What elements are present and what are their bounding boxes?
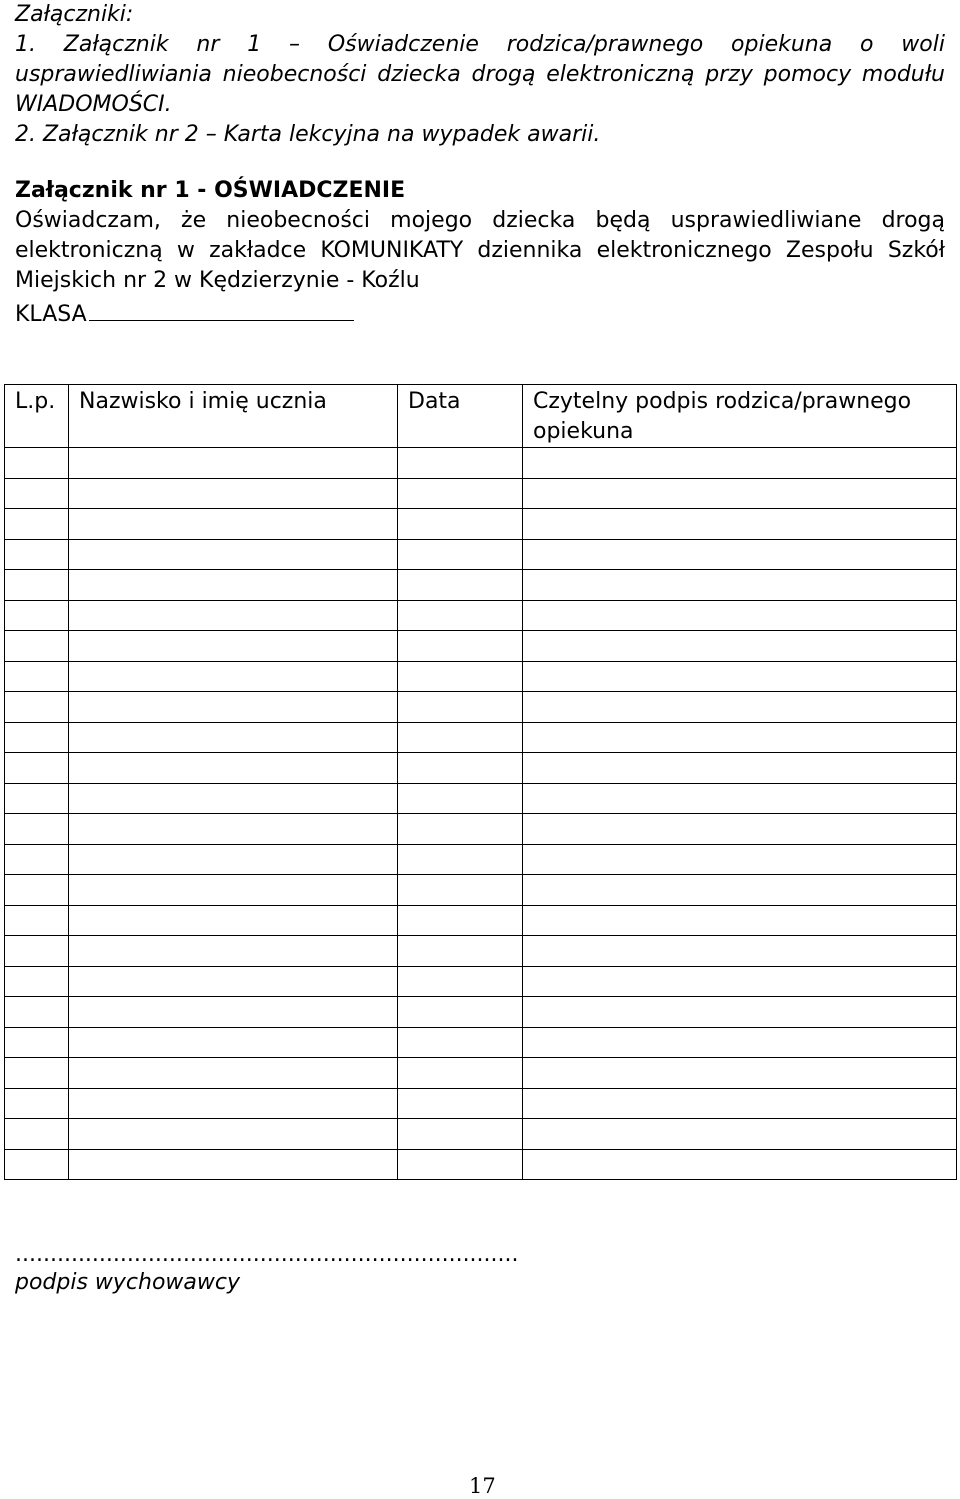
table-row (5, 936, 957, 967)
table-row (5, 509, 957, 540)
table-row (5, 539, 957, 570)
cell-student-name[interactable] (69, 1027, 398, 1058)
class-label: KLASA (15, 302, 87, 327)
teacher-signature-label: podpis wychowawcy (15, 1270, 241, 1295)
cell-student-name[interactable] (69, 753, 398, 784)
cell-lp[interactable] (5, 875, 69, 906)
header-lp: L.p. (5, 385, 69, 448)
cell-date[interactable] (398, 875, 523, 906)
cell-date[interactable] (398, 570, 523, 601)
cell-student-name[interactable] (69, 997, 398, 1028)
cell-lp[interactable] (5, 844, 69, 875)
cell-date[interactable] (398, 1119, 523, 1150)
header-parent-signature: Czytelny podpis rodzica/prawnego opiekuna (523, 385, 957, 448)
table-row (5, 753, 957, 784)
table-row (5, 722, 957, 753)
cell-parent-signature[interactable] (523, 1149, 957, 1180)
cell-parent-signature[interactable] (523, 570, 957, 601)
cell-student-name[interactable] (69, 1119, 398, 1150)
cell-parent-signature[interactable] (523, 905, 957, 936)
cell-date[interactable] (398, 478, 523, 509)
cell-student-name[interactable] (69, 875, 398, 906)
cell-student-name[interactable] (69, 661, 398, 692)
cell-date[interactable] (398, 905, 523, 936)
cell-student-name[interactable] (69, 1149, 398, 1180)
cell-lp[interactable] (5, 814, 69, 845)
cell-date[interactable] (398, 814, 523, 845)
cell-parent-signature[interactable] (523, 1027, 957, 1058)
cell-student-name[interactable] (69, 692, 398, 723)
cell-student-name[interactable] (69, 1088, 398, 1119)
cell-date[interactable] (398, 661, 523, 692)
cell-date[interactable] (398, 448, 523, 479)
cell-lp[interactable] (5, 722, 69, 753)
cell-date[interactable] (398, 753, 523, 784)
cell-date[interactable] (398, 1088, 523, 1119)
cell-date[interactable] (398, 509, 523, 540)
table-row (5, 1058, 957, 1089)
cell-lp[interactable] (5, 661, 69, 692)
cell-date[interactable] (398, 600, 523, 631)
cell-date[interactable] (398, 783, 523, 814)
cell-student-name[interactable] (69, 600, 398, 631)
cell-lp[interactable] (5, 570, 69, 601)
cell-parent-signature[interactable] (523, 661, 957, 692)
cell-lp[interactable] (5, 631, 69, 662)
cell-parent-signature[interactable] (523, 1119, 957, 1150)
table-row (5, 905, 957, 936)
cell-lp[interactable] (5, 966, 69, 997)
cell-date[interactable] (398, 692, 523, 723)
table-row (5, 478, 957, 509)
cell-student-name[interactable] (69, 936, 398, 967)
cell-date[interactable] (398, 1027, 523, 1058)
cell-date[interactable] (398, 997, 523, 1028)
cell-parent-signature[interactable] (523, 997, 957, 1028)
cell-student-name[interactable] (69, 844, 398, 875)
table-row (5, 631, 957, 662)
cell-lp[interactable] (5, 478, 69, 509)
cell-parent-signature[interactable] (523, 814, 957, 845)
cell-date[interactable] (398, 539, 523, 570)
cell-student-name[interactable] (69, 448, 398, 479)
table-row (5, 783, 957, 814)
cell-parent-signature[interactable] (523, 875, 957, 906)
cell-parent-signature[interactable] (523, 936, 957, 967)
cell-parent-signature[interactable] (523, 631, 957, 662)
cell-date[interactable] (398, 936, 523, 967)
table-row (5, 1088, 957, 1119)
cell-parent-signature[interactable] (523, 1088, 957, 1119)
cell-student-name[interactable] (69, 1058, 398, 1089)
cell-lp[interactable] (5, 1027, 69, 1058)
table-row (5, 692, 957, 723)
table-row (5, 1149, 957, 1180)
table-row (5, 875, 957, 906)
header-student-name: Nazwisko i imię ucznia (69, 385, 398, 448)
cell-student-name[interactable] (69, 631, 398, 662)
header-date: Data (398, 385, 523, 448)
declaration-title: Załącznik nr 1 - OŚWIADCZENIE (15, 178, 406, 203)
signature-dotted-line: ........................................................................ (15, 1242, 519, 1267)
cell-lp[interactable] (5, 1088, 69, 1119)
table-row (5, 966, 957, 997)
declaration-section (15, 176, 945, 330)
cell-student-name[interactable] (69, 783, 398, 814)
table-header-row (5, 385, 957, 448)
cell-lp[interactable] (5, 539, 69, 570)
cell-lp[interactable] (5, 600, 69, 631)
cell-parent-signature[interactable] (523, 600, 957, 631)
table-row (5, 1119, 957, 1150)
class-field (15, 296, 945, 330)
table-row (5, 814, 957, 845)
cell-date[interactable] (398, 631, 523, 662)
signature-table (4, 384, 957, 1180)
cell-lp[interactable] (5, 783, 69, 814)
cell-student-name[interactable] (69, 478, 398, 509)
cell-lp[interactable] (5, 448, 69, 479)
cell-lp[interactable] (5, 1058, 69, 1089)
cell-parent-signature[interactable] (523, 1058, 957, 1089)
cell-parent-signature[interactable] (523, 783, 957, 814)
cell-lp[interactable] (5, 753, 69, 784)
cell-student-name[interactable] (69, 539, 398, 570)
cell-parent-signature[interactable] (523, 753, 957, 784)
table-row (5, 844, 957, 875)
cell-date[interactable] (398, 844, 523, 875)
cell-date[interactable] (398, 722, 523, 753)
attachments-section (15, 0, 945, 150)
attachments-heading: Załączniki: (15, 2, 134, 27)
page-number: 17 (469, 1474, 496, 1498)
attachment-item-1: 1. Załącznik nr 1 – Oświadczenie rodzica/prawnego opiekuna o woli usprawiedliwiania nieobecności dziecka drogą elektroniczną przy pomocy modułu WIADOMOŚCI. (15, 32, 945, 117)
cell-parent-signature[interactable] (523, 844, 957, 875)
cell-lp[interactable] (5, 1119, 69, 1150)
table-row (5, 600, 957, 631)
cell-parent-signature[interactable] (523, 448, 957, 479)
cell-student-name[interactable] (69, 966, 398, 997)
table-row (5, 997, 957, 1028)
declaration-body: Oświadczam, że nieobecności mojego dziecka będą usprawiedliwiane drogą elektroniczną w zakładce KOMUNIKATY dziennika elektronicznego Zespołu Szkół Miejskich nr 2 w Kędzierzynie - Koźlu (15, 208, 945, 293)
table-body (5, 448, 957, 1180)
cell-lp[interactable] (5, 905, 69, 936)
table-row (5, 1027, 957, 1058)
cell-date[interactable] (398, 1149, 523, 1180)
cell-student-name[interactable] (69, 905, 398, 936)
cell-lp[interactable] (5, 1149, 69, 1180)
cell-parent-signature[interactable] (523, 722, 957, 753)
cell-date[interactable] (398, 966, 523, 997)
table-row (5, 448, 957, 479)
cell-lp[interactable] (5, 692, 69, 723)
cell-parent-signature[interactable] (523, 539, 957, 570)
table-row (5, 661, 957, 692)
table-row (5, 570, 957, 601)
class-blank-line[interactable] (89, 296, 354, 321)
cell-lp[interactable] (5, 997, 69, 1028)
cell-parent-signature[interactable] (523, 692, 957, 723)
cell-parent-signature[interactable] (523, 966, 957, 997)
cell-student-name[interactable] (69, 509, 398, 540)
attachment-item-2: 2. Załącznik nr 2 – Karta lekcyjna na wypadek awarii. (15, 122, 601, 147)
cell-student-name[interactable] (69, 814, 398, 845)
cell-student-name[interactable] (69, 722, 398, 753)
cell-parent-signature[interactable] (523, 478, 957, 509)
cell-date[interactable] (398, 1058, 523, 1089)
cell-lp[interactable] (5, 509, 69, 540)
cell-student-name[interactable] (69, 570, 398, 601)
cell-parent-signature[interactable] (523, 509, 957, 540)
cell-lp[interactable] (5, 936, 69, 967)
